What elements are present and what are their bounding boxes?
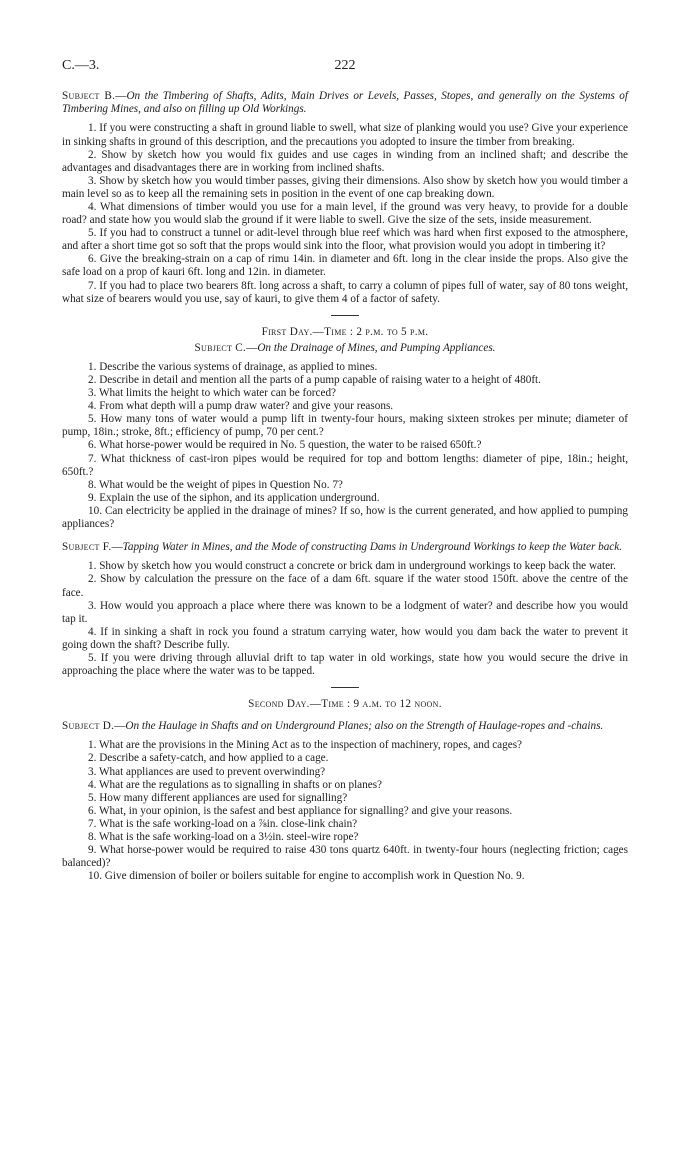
- subject-label: Subject C.: [194, 341, 247, 354]
- question: 1. Show by sketch how you would construct a concrete or brick dam in underground workings to keep back the water.: [88, 560, 616, 573]
- question: 5. If you had to construct a tunnel or adit-level through blue reef which was hard when first exposed to the atmosphere, and after a short time got so soft that the props would sink into the floor, what provision would you adopt in timbering it?: [62, 227, 628, 253]
- dash: —: [115, 90, 127, 102]
- question: 1. What are the provisions in the Mining Act as to the inspection of machinery, ropes, and cages?: [88, 739, 523, 752]
- question: 2. Show by calculation the pressure on the face of a dam 6ft. square if the water stood 150ft. above the centre of the face.: [62, 573, 628, 599]
- subject-f-questions: [62, 560, 628, 678]
- question: 4. If in sinking a shaft in rock you found a stratum carrying water, how would you dam back the water to prevent it going down the shaft? Describe fully.: [62, 625, 628, 651]
- question: 9. What horse-power would be required to raise 430 tons quartz 640ft. in twenty-four hours (neglecting friction; cages balanced)?: [62, 844, 628, 870]
- question: 8. What would be the weight of pipes in Question No. 7?: [88, 478, 343, 491]
- dash: —: [246, 341, 258, 354]
- subject-label: Subject F.: [62, 541, 112, 554]
- subject-b-questions: [62, 122, 628, 305]
- question: 7. What thickness of cast-iron pipes would be required for top and bottom lengths: diameter of pipe, 18in.; height, 650ft.?: [62, 452, 628, 478]
- subject-label: Subject B.: [62, 90, 116, 102]
- subject-b-heading: [62, 90, 628, 116]
- question: 2. Describe a safety-catch, and how applied to a cage.: [88, 752, 329, 765]
- question: 10. Can electricity be applied in the drainage of mines? If so, how is the current generated, and how applied to pumping appliances?: [62, 504, 628, 531]
- question: 3. How would you approach a place where there was known to be a lodgment of water? and describe how you would tap it.: [62, 599, 628, 625]
- second-day-heading: Second Day.—Time : 9 a.m. to 12 noon.: [248, 698, 442, 711]
- question: 7. What is the safe working-load on a ⅞in. close-link chain?: [88, 817, 358, 830]
- subject-title: On the Timbering of Shafts, Adits, Main Drives or Levels, Passes, Stopes, and generally on the Systems of Timbering Mines, and also on filling up Old Workings.: [62, 90, 628, 116]
- section-divider: [331, 687, 359, 688]
- question: 5. How many different appliances are used for signalling?: [88, 791, 348, 804]
- question: 4. What dimensions of timber would you use for a main level, if the ground was very heavy, to provide for a double road? and state how you would slab the ground if it were liable to swell. Give the size of the sets, inside measurement.: [62, 200, 628, 227]
- question: 4. From what depth will a pump draw water? and give your reasons.: [88, 400, 394, 413]
- document-code: C.—3.: [62, 58, 100, 73]
- question: 3. Show by sketch how you would timber passes, giving their dimensions. Also show by sketch how you would timber a main level so as to keep all the remaining sets in position in the event of one cap breaking down.: [62, 174, 628, 200]
- subject-title: Tapping Water in Mines, and the Mode of constructing Dams in Underground Workings to keep the Water back.: [122, 541, 623, 554]
- subject-d-heading: [62, 720, 628, 733]
- question: 6. What, in your opinion, is the safest and best appliance for signalling? and give your reasons.: [88, 804, 513, 817]
- question: 6. What horse-power would be required in No. 5 question, the water to be raised 650ft.?: [88, 439, 482, 452]
- question: 4. What are the regulations as to signalling in shafts or on planes?: [88, 778, 383, 791]
- dash: —: [111, 541, 123, 554]
- question: 10. Give dimension of boiler or boilers suitable for engine to accomplish work in Question No. 9.: [88, 870, 525, 883]
- page-header: [62, 58, 628, 80]
- subject-c-heading: [62, 342, 628, 355]
- document-page: [62, 58, 628, 883]
- subject-d-questions: [62, 739, 628, 883]
- subject-title: On the Drainage of Mines, and Pumping Appliances.: [257, 341, 496, 354]
- subject-c-questions: [62, 361, 628, 531]
- section-divider: [331, 315, 359, 316]
- question: 9. Explain the use of the siphon, and its application underground.: [88, 491, 380, 504]
- question: 8. What is the safe working-load on a 3½in. steel-wire rope?: [88, 831, 359, 844]
- question: 6. Give the breaking-strain on a cap of rimu 14in. in diameter and 6ft. long in the clear inside the props. Also give the safe load on a prop of kauri 6ft. long and 12in. in diameter.: [62, 253, 628, 279]
- subject-label: Subject D.: [62, 720, 115, 733]
- question: 5. If you were driving through alluvial drift to tap water in old workings, state how you would secure the drive in approaching the place where the water was to be tapped.: [62, 652, 628, 678]
- subject-title: On the Haulage in Shafts and on Underground Planes; also on the Strength of Haulage-ropes and -chains.: [125, 720, 604, 733]
- page-number: 222: [334, 58, 356, 73]
- question: 2. Show by sketch how you would fix guides and use cages in winding from an inclined shaft; and describe the advantages and disadvantages there are in working from inclined shafts.: [62, 148, 628, 174]
- question: 2. Describe in detail and mention all the parts of a pump capable of raising water to a height of 480ft.: [88, 374, 541, 387]
- question: 7. If you had to place two bearers 8ft. long across a shaft, to carry a column of pipes full of water, say of 80 tons weight, what size of bearers would you use, say of kauri, to give them 4 of a factor of safety.: [62, 279, 628, 305]
- dash: —: [114, 720, 126, 733]
- question: 5. How many tons of water would a pump lift in twenty-four hours, making sixteen strokes per minute; diameter of pump, 18in.; stroke, 8ft.; efficiency of pump, 70 per cent.?: [62, 413, 628, 439]
- first-day-heading: First Day.—Time : 2 p.m. to 5 p.m.: [261, 325, 429, 338]
- question: 1. If you were constructing a shaft in ground liable to swell, what size of planking would you use? Give your experience in sinking shafts in ground of this description, and the precautions you adopted to insure the timber from breaking.: [62, 122, 628, 148]
- question: 1. Describe the various systems of drainage, as applied to mines.: [88, 360, 378, 373]
- question: 3. What limits the height to which water can be forced?: [88, 387, 337, 400]
- subject-f-heading: [62, 541, 628, 554]
- question: 3. What appliances are used to prevent overwinding?: [88, 765, 326, 778]
